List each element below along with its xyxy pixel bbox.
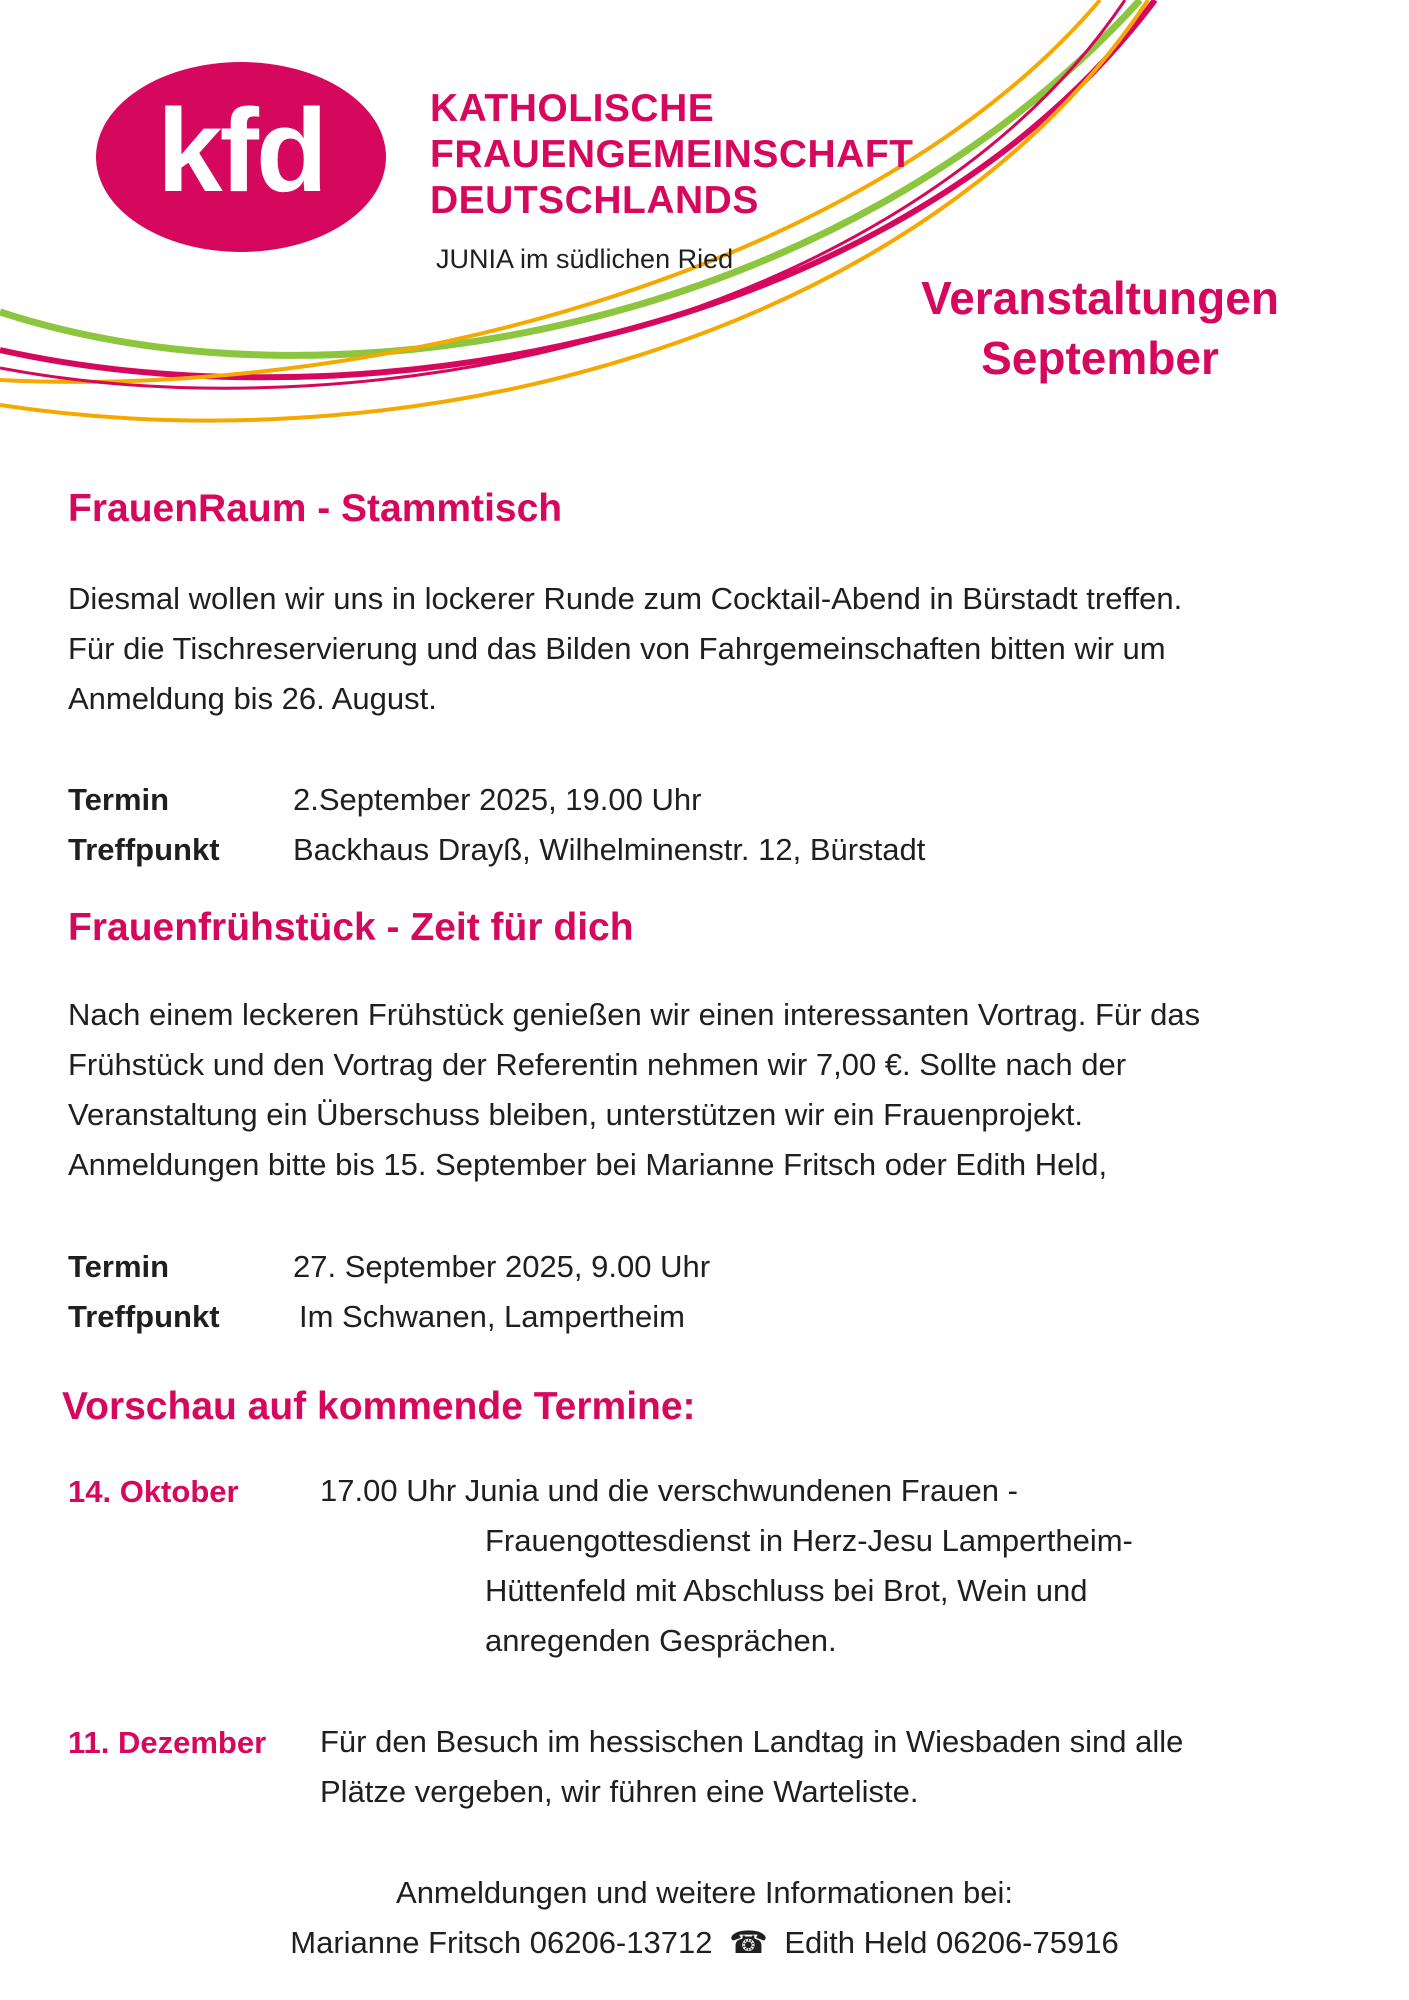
title-line: September xyxy=(981,332,1219,384)
treffpunkt-value: Backhaus Drayß, Wilhelminenstr. 12, Bürstadt xyxy=(293,832,926,867)
treffpunkt-value: Im Schwanen, Lampertheim xyxy=(299,1299,685,1334)
preview-line: Hüttenfeld mit Abschluss bei Brot, Wein und xyxy=(485,1573,1088,1608)
termin-value: 2.September 2025, 19.00 Uhr xyxy=(293,782,702,817)
preview-heading: Vorschau auf kommende Termine: xyxy=(62,1385,696,1428)
preview-text xyxy=(320,1466,1133,1666)
description-line: Veranstaltung ein Überschuss bleiben, unterstützen wir ein Frauenprojekt. xyxy=(68,1097,1083,1132)
title-line: Veranstaltungen xyxy=(921,272,1279,324)
kfd-logo xyxy=(96,62,386,252)
description-line: Für die Tischreservierung und das Bilden von Fahrgemeinschaften bitten wir um xyxy=(68,631,1166,666)
org-line: DEUTSCHLANDS xyxy=(430,179,759,222)
group-subtitle: JUNIA im südlichen Ried xyxy=(436,244,734,274)
treffpunkt-row xyxy=(68,825,925,875)
description-line: Anmeldung bis 26. August. xyxy=(68,681,437,716)
event-heading: Frauenfrühstück - Zeit für dich xyxy=(68,906,634,949)
termin-label: Termin xyxy=(68,1249,170,1284)
preview-date: 11. Dezember xyxy=(68,1725,267,1760)
preview-line: Frauengottesdienst in Herz-Jesu Lampertheim- xyxy=(485,1523,1133,1558)
termin-value: 27. September 2025, 9.00 Uhr xyxy=(293,1249,711,1284)
description-line: Frühstück und den Vortrag der Referentin nehmen wir 7,00 €. Sollte nach der xyxy=(68,1047,1127,1082)
phone-icon: ☎ xyxy=(729,1925,768,1960)
org-line: FRAUENGEMEINSCHAFT xyxy=(430,133,914,176)
page-title xyxy=(880,268,1320,388)
preview-date: 14. Oktober xyxy=(68,1474,239,1509)
org-line: KATHOLISCHE xyxy=(430,87,715,130)
event-description xyxy=(68,990,1368,1190)
contact-edith: Edith Held 06206-75916 xyxy=(784,1925,1119,1960)
preview-line: Für den Besuch im hessischen Landtag in Wiesbaden sind alle xyxy=(320,1724,1184,1759)
treffpunkt-row xyxy=(68,1292,685,1342)
termin-label: Termin xyxy=(68,782,170,817)
termin-row xyxy=(68,1242,710,1292)
organization-name xyxy=(430,86,914,224)
treffpunkt-label: Treffpunkt xyxy=(68,1299,220,1334)
description-line: Nach einem leckeren Frühstück genießen wir einen interessanten Vortrag. Für das xyxy=(68,997,1201,1032)
event-description xyxy=(68,574,1368,724)
footer-contacts xyxy=(0,1918,1409,1968)
description-line: Anmeldungen bitte bis 15. September bei Marianne Fritsch oder Edith Held, xyxy=(68,1147,1108,1182)
preview-line: 17.00 Uhr Junia und die verschwundenen Frauen - xyxy=(320,1473,1018,1508)
preview-line: anregenden Gesprächen. xyxy=(485,1623,837,1658)
event-heading: FrauenRaum - Stammtisch xyxy=(68,487,563,530)
logo-text: kfd xyxy=(157,85,325,217)
preview-line: Plätze vergeben, wir führen eine Warteliste. xyxy=(320,1774,919,1809)
description-line: Diesmal wollen wir uns in lockerer Runde zum Cocktail-Abend in Bürstadt treffen. xyxy=(68,581,1183,616)
contact-marianne: Marianne Fritsch 06206-13712 xyxy=(290,1925,713,1960)
treffpunkt-label: Treffpunkt xyxy=(68,832,220,867)
preview-text xyxy=(320,1717,1183,1817)
termin-row xyxy=(68,775,701,825)
footer-info: Anmeldungen und weitere Informationen bei: xyxy=(396,1875,1013,1910)
